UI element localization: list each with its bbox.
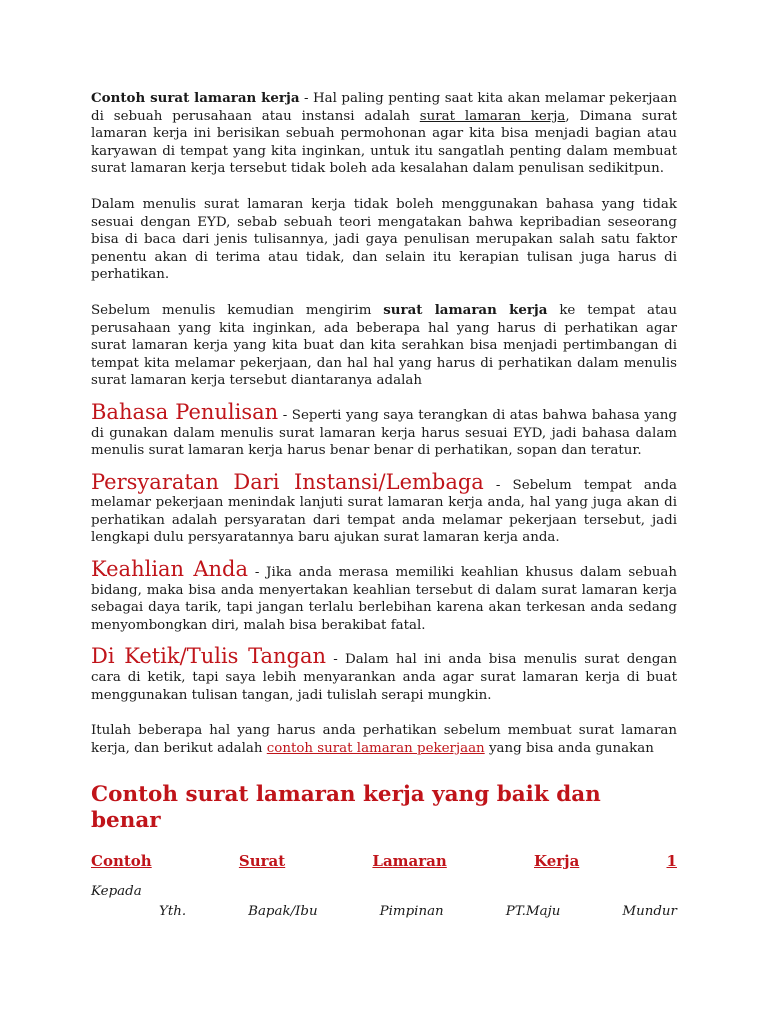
para3-bold: surat lamaran kerja	[383, 301, 548, 318]
para3-text-a: Sebelum menulis kemudian mengirim	[91, 302, 384, 318]
section-keahlian	[91, 557, 677, 634]
addressee-word: Bapak/Ibu	[248, 904, 318, 920]
intro-separator: -	[299, 91, 313, 106]
intro-paragraph	[91, 90, 677, 178]
section-text: - Jika anda merasa memiliki keahlian khusus dalam sebuah bidang, maka bisa anda menyertakan keahlian tersebut di dalam surat lamaran kerja sebagai daya tarik, tapi jangan terlalu berlebihan karena akan terkesan anda sedang menyombongkan diri, malah bisa berakibat fatal.	[91, 565, 677, 633]
contoh-word: Lamaran	[372, 852, 447, 871]
intro-bold-title: Contoh surat lamaran kerja	[91, 90, 300, 106]
addressee-word: PT.Maju	[505, 904, 561, 920]
section-di-ketik	[91, 644, 678, 704]
addressee-row	[91, 903, 677, 921]
contoh-word: Kerja	[534, 852, 580, 871]
closing-text-b: yang bisa anda gunakan	[484, 740, 654, 756]
section-heading: Bahasa Penulisan	[91, 399, 279, 424]
section-text: - Sebelum tempat anda melamar pekerjaan menindak lanjuti surat lamaran kerja anda, hal yang juga akan di perhatikan adalah persyaratan dari tempat anda melamar pekerjaan tersebut, jadi lengkapi dulu persyaratannya baru ajukan surat lamaran kerja anda.	[91, 477, 677, 546]
article-body	[91, 90, 677, 921]
section-heading: Persyaratan Dari Instansi/Lembaga	[91, 469, 484, 494]
kepada-label: Kepada	[91, 884, 142, 900]
addressee-word: Yth.	[159, 904, 187, 920]
intro-text-b: , Dimana surat lamaran kerja ini berisikan sebuah permohonan agar kita bisa menjadi bagian atau karyawan di tempat yang kita inginkan, untuk itu sangatlah penting dalam membuat surat lamaran kerja tersebut tidak boleh ada kesalahan dalam penulisan sedikitpun.	[91, 108, 677, 177]
section-bahasa-penulisan	[91, 399, 678, 460]
page-title: Contoh surat lamaran kerja yang baik dan benar	[91, 782, 601, 834]
closing-text-a: Itulah beberapa hal yang harus anda perhatikan sebelum membuat surat lamaran kerja, dan berikut adalah	[91, 723, 677, 756]
section-text: - Dalam hal ini anda bisa menulis surat dengan cara di ketik, tapi saya lebih menyarankan anda agar surat lamaran kerja di buat menggunakan tulisan tangan, jadi tulislah serapi mungkin.	[91, 652, 678, 703]
section-heading: Di Ketik/Tulis Tangan	[91, 644, 326, 669]
section-heading: Keahlian Anda	[91, 557, 248, 582]
para3-text-b: ke tempat atau perusahaan yang kita inginkan, ada beberapa hal yang harus di perhatikan agar surat lamaran kerja yang kita buat dan kita serahkan bisa menjadi pertimbangan di tempat kita melamar pekerjaan, dan hal hal yang harus di perhatikan dalam menulis surat lamaran kerja tersebut diantaranya adalah	[91, 302, 677, 389]
intro-underlined-link[interactable]: surat lamaran kerja	[419, 108, 566, 124]
addressee-word: Pimpinan	[379, 904, 444, 920]
closing-paragraph	[91, 722, 677, 757]
contoh-word: 1	[666, 852, 677, 871]
contoh-surat-link[interactable]: contoh surat lamaran pekerjaan	[266, 740, 485, 756]
contoh-word: Surat	[238, 852, 286, 871]
paragraph-eyd: Dalam menulis surat lamaran kerja tidak boleh menggunakan bahasa yang tidak sesuai dengan EYD, sebab sebuah teori mengatakan bahwa kepribadian seseorang bisa di baca dari jenis tulisannya, jadi gaya penulisan merupakan salah satu faktor penentu akan di terima atau tidak, dan selain itu kerapian tulisan juga harus di perhatikan.	[91, 196, 677, 283]
contoh-word: Contoh	[91, 852, 152, 871]
section-persyaratan	[91, 469, 677, 547]
section-text: - Seperti yang saya terangkan di atas bahwa bahasa yang di gunakan dalam menulis surat lamaran kerja harus sesuai EYD, jadi bahasa dalam menulis surat lamaran kerja harus benar benar di perhatikan, sopan dan teratur.	[91, 407, 678, 459]
paragraph-sebelum	[91, 302, 677, 390]
intro-text-a: Hal paling penting saat kita akan melamar pekerjaan di sebuah perusahaan atau instansi adalah	[91, 91, 677, 124]
contoh-heading-row	[91, 851, 677, 871]
addressee-word: Mundur	[622, 904, 677, 920]
